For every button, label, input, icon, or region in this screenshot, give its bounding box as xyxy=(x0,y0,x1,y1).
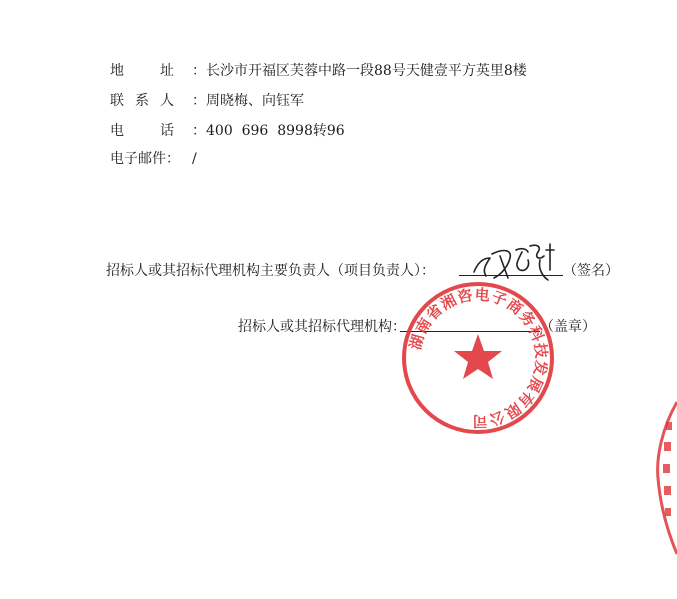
edge-seal-fragment xyxy=(652,398,677,558)
principal-label: 招标人或其招标代理机构主要负责人（项目负责人）： xyxy=(106,263,435,279)
agency-label: 招标人或其招标代理机构： xyxy=(238,319,406,335)
contact-person-colon: ： xyxy=(192,93,206,109)
principal-signature-row xyxy=(106,262,435,280)
phone-label: 电 话 xyxy=(110,123,174,139)
agency-suffix: （盖章） xyxy=(540,319,596,335)
address-value: 长沙市开福区芙蓉中路一段88号天健壹平方英里8楼 xyxy=(206,63,527,79)
phone-colon: ： xyxy=(192,123,206,139)
address-row xyxy=(110,62,527,80)
email-value: / xyxy=(192,151,197,167)
address-label: 地 址 xyxy=(110,63,174,79)
agency-signature-row xyxy=(238,318,406,336)
phone-value: 400 696 8998转96 xyxy=(206,123,345,139)
address-colon: ： xyxy=(192,63,206,79)
contact-person-row xyxy=(110,92,304,110)
principal-suffix: （签名） xyxy=(563,263,619,279)
phone-row xyxy=(110,122,345,140)
contact-person-label: 联 系 人 xyxy=(110,93,174,109)
email-label: 电子邮件： xyxy=(110,151,180,167)
seal-text: 湖南省湘咨电子商务科技发展有限公司 xyxy=(406,285,551,431)
company-seal xyxy=(398,278,558,438)
principal-suffix-row xyxy=(563,262,619,280)
contact-person-value: 周晓梅、向钰军 xyxy=(206,93,304,109)
email-row xyxy=(110,150,197,168)
